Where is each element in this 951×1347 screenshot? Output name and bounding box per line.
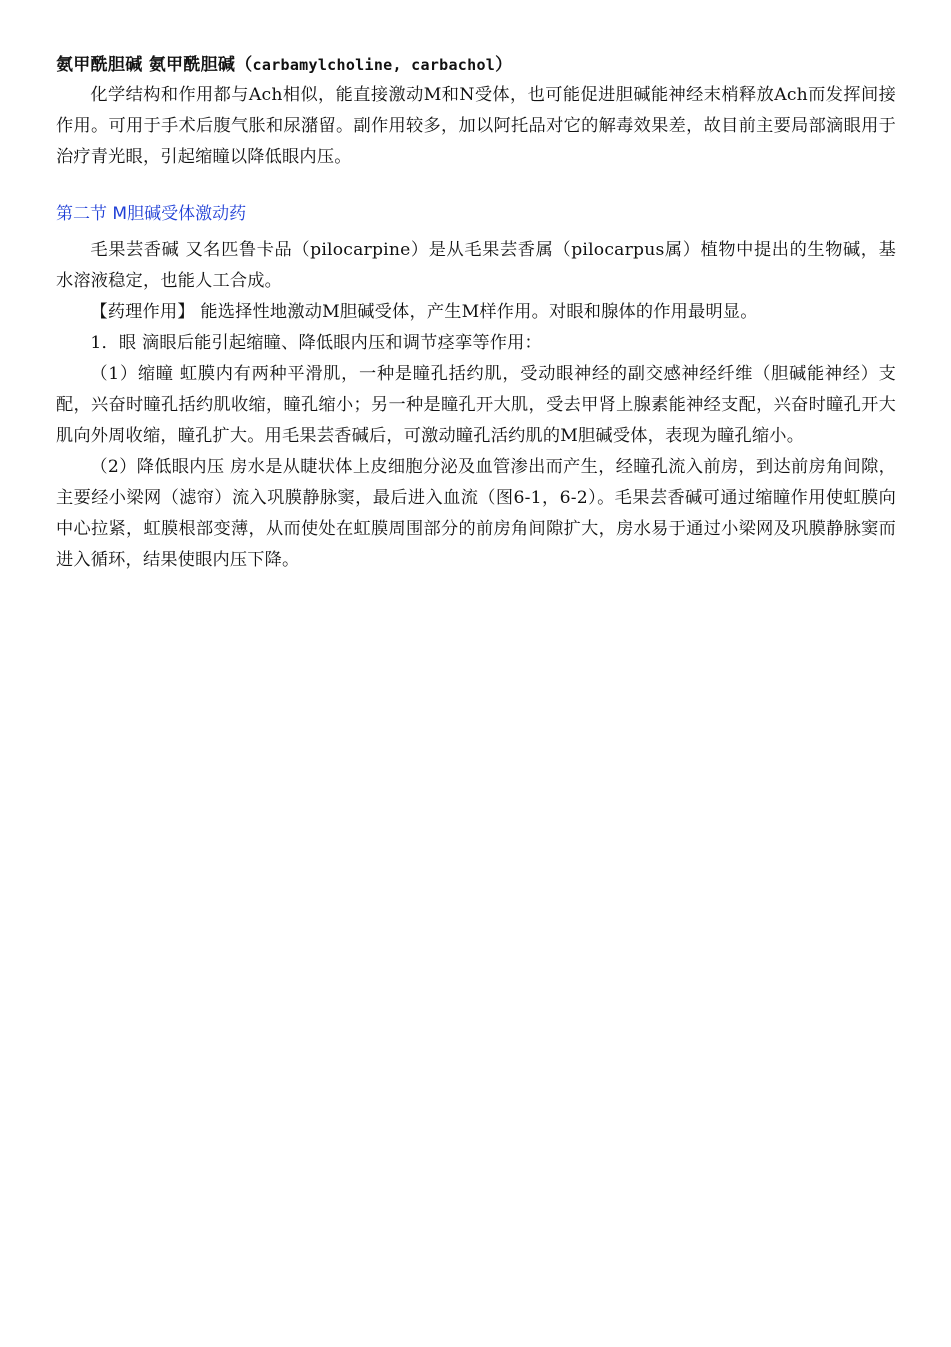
miosis-paragraph: （1）缩瞳 虹膜内有两种平滑肌，一种是瞳孔括约肌，受动眼神经的副交感神经纤维（胆碱能神经）支配，兴奋时瞳孔括约肌收缩，瞳孔缩小；另一种是瞳孔开大肌，受去甲肾上腺素能神经支配，兴奋时瞳孔开大肌向外周收缩，瞳孔扩大。用毛果芸香碱后，可激动瞳孔活约肌的M胆碱受体，表现为瞳孔缩小。 bbox=[56, 364, 896, 446]
pharmacology-paragraph: 【药理作用】 能选择性地激动M胆碱受体，产生M样作用。对眼和腺体的作用最明显。 bbox=[90, 302, 758, 322]
carbachol-heading bbox=[56, 50, 896, 80]
carbachol-paragraph: 化学结构和作用都与Ach相似，能直接激动M和N受体，也可能促进胆碱能神经末梢释放Ach而发挥间接作用。可用于手术后腹气胀和尿潴留。副作用较多，加以阿托品对它的解毒效果差，故目前主要局部滴眼用于治疗青光眼，引起缩瞳以降低眼内压。 bbox=[56, 85, 896, 167]
eye-effects-paragraph: 1．眼 滴眼后能引起缩瞳、降低眼内压和调节痉挛等作用： bbox=[90, 333, 542, 353]
carbachol-heading-latin: carbamylcholine, carbachol bbox=[252, 56, 496, 74]
section-title: 第二节 M胆碱受体激动药 bbox=[56, 204, 247, 224]
carbachol-heading-text: 氨甲酰胆碱 氨甲酰胆碱（ bbox=[56, 55, 253, 75]
pilocarpine-intro-paragraph: 毛果芸香碱 又名匹鲁卡品（pilocarpine）是从毛果芸香属（pilocarpus属）植物中提出的生物碱，基水溶液稳定，也能人工合成。 bbox=[56, 240, 896, 291]
carbachol-heading-close: ） bbox=[495, 55, 513, 75]
intraocular-pressure-paragraph: （2）降低眼内压 房水是从睫状体上皮细胞分泌及血管渗出而产生，经瞳孔流入前房，到达前房角间隙，主要经小梁网（滤帘）流入巩膜静脉窦，最后进入血流（图6-1，6-2）。毛果芸香碱可通过缩瞳作用使虹膜向中心拉紧，虹膜根部变薄，从而使处在虹膜周围部分的前房角间隙扩大，房水易于通过小梁网及巩膜静脉窦而进入循环，结果使眼内压下降。 bbox=[56, 457, 896, 570]
document-page bbox=[56, 50, 896, 576]
